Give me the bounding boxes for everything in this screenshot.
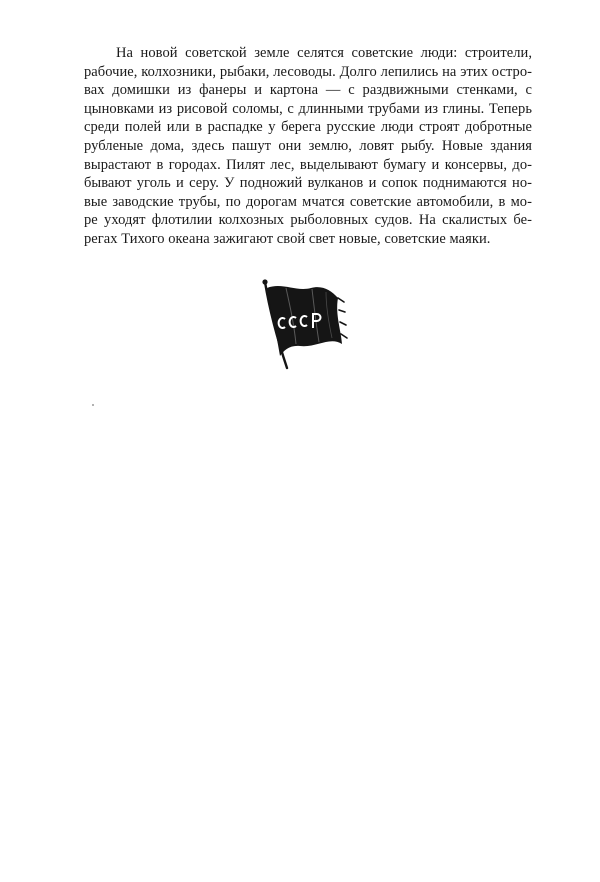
print-speck [92, 404, 94, 406]
ussr-flag-icon [256, 276, 352, 372]
paragraph-line: вые заводские трубы, по дорогам мчатся советские автомобили, в мо- [84, 193, 532, 210]
paragraph-line: ре уходят флотилии колхозных рыболовных судов. На скалистых бе- [84, 212, 532, 229]
paragraph-line: регах Тихого океана зажигают свой свет новые, советские маяки. [84, 230, 491, 247]
paragraph-line: рабочие, колхозники, рыбаки, лесоводы. Долго лепились на этих остро- [84, 63, 532, 80]
paragraph-line: вырастают в городах. Пилят лес, выделывают бумагу и консервы, до- [84, 156, 532, 173]
paragraph-line: рубленые дома, здесь пашут они землю, ловят рыбу. Новые здания [84, 137, 532, 154]
paragraph-line: На новой советской земле селятся советские люди: строители, [116, 45, 532, 61]
paragraph-line: вах домишки из фанеры и картона — с раздвижными стенками, с [84, 82, 532, 99]
paragraph-line: бывают уголь и серу. У подножий вулканов и сопок поднимаются но- [84, 175, 532, 192]
body-paragraph [84, 44, 532, 249]
paragraph-line: среди полей или в распадке у берега русские люди строят добротные [84, 119, 532, 136]
paragraph-line: цыновками из рисовой соломы, с длинными трубами из глины. Теперь [84, 100, 532, 117]
